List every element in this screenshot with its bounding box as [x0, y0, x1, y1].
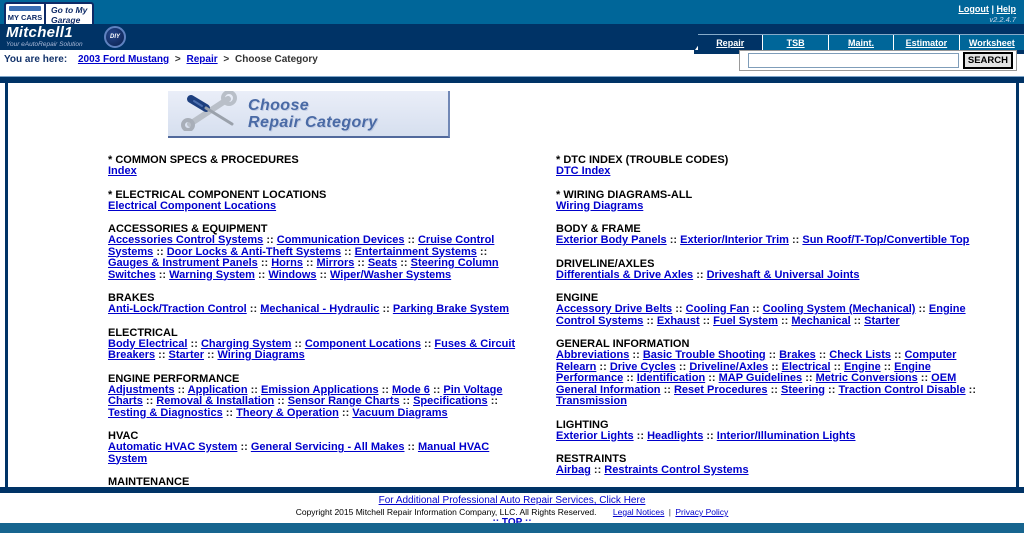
category-link[interactable]: MAP Guidelines [718, 372, 803, 384]
link-separator: :: [487, 395, 499, 407]
tab-worksheet[interactable]: Worksheet [959, 35, 1024, 50]
link-separator: :: [247, 383, 261, 396]
category-heading: BRAKES [108, 292, 155, 304]
link-separator: :: [666, 234, 681, 246]
category-heading: MAINTENANCE [108, 476, 190, 487]
category-section [556, 259, 981, 282]
category-link[interactable]: Wiring Diagrams [217, 349, 305, 361]
link-separator: :: [155, 268, 170, 281]
content-panel [5, 83, 1019, 487]
category-link[interactable]: Exhaust [656, 314, 700, 327]
category-link[interactable]: Driveline/Axles [689, 360, 769, 373]
link-separator: :: [830, 360, 845, 373]
category-link[interactable]: Charging System [200, 337, 292, 350]
link-separator: :: [767, 383, 781, 396]
category-link[interactable]: Testing & Diagnostics [108, 406, 223, 419]
breadcrumb-separator: > [174, 54, 181, 65]
category-link[interactable]: Reset Procedures [673, 383, 768, 396]
category-link[interactable]: Electrical [781, 360, 831, 373]
link-separator: :: [768, 360, 782, 373]
breadcrumb-separator: > [223, 54, 230, 65]
footer [0, 493, 1024, 523]
category-link[interactable]: Engine Control Systems [556, 303, 966, 327]
category-link[interactable]: Sensor Range Charts [287, 395, 400, 407]
link-separator: :: [590, 464, 605, 476]
category-link[interactable]: Vacuum Diagrams [352, 406, 448, 419]
category-column-left [108, 155, 526, 487]
category-links [556, 350, 981, 408]
link-separator: :: [917, 372, 932, 384]
category-link[interactable]: Basic Trouble Shooting [642, 349, 766, 361]
category-link[interactable]: Electrical Component Locations [108, 199, 277, 212]
category-section [108, 431, 526, 465]
category-links [108, 166, 526, 178]
link-separator: :: [675, 360, 690, 373]
category-heading: ELECTRICAL [108, 326, 178, 339]
category-link[interactable]: Body Electrical [108, 337, 188, 350]
category-link[interactable]: Identification [636, 372, 706, 384]
category-link[interactable]: Windows [268, 268, 317, 281]
category-link[interactable]: Check Lists [829, 349, 892, 361]
breadcrumb [4, 54, 318, 65]
category-link[interactable]: OEM General Information [556, 372, 957, 396]
category-link[interactable]: Door Locks & Anti-Theft Systems [166, 245, 342, 258]
link-separator: :: [672, 303, 686, 315]
link-separator: :: [699, 314, 714, 327]
category-link[interactable]: Parking Brake System [392, 303, 510, 315]
tab-repair[interactable]: Repair [698, 35, 762, 50]
category-links [556, 201, 981, 213]
category-link[interactable]: Steering Column Switches [108, 257, 499, 281]
category-link[interactable]: Cruise Control Systems [108, 234, 495, 258]
category-section [108, 328, 526, 362]
link-separator: :: [404, 441, 418, 453]
category-link[interactable]: Application [187, 383, 248, 396]
category-link[interactable]: Brakes [779, 349, 816, 361]
link-separator: :: [174, 383, 188, 396]
category-heading: HVAC [108, 430, 139, 442]
link-separator: :: [765, 349, 780, 361]
category-link[interactable]: Communication Devices [276, 234, 405, 246]
link-separator: :: [397, 257, 411, 269]
link-separator: :: [777, 314, 792, 327]
category-section [108, 293, 526, 316]
tab-estimator[interactable]: Estimator [893, 35, 958, 50]
link-separator: :: [623, 372, 637, 384]
category-heading: LIGHTING [556, 418, 609, 431]
category-section [556, 420, 981, 443]
category-heading: * COMMON SPECS & PROCEDURES [108, 154, 299, 166]
link-separator: :: [316, 268, 331, 281]
category-link[interactable]: Restraints Control Systems [604, 464, 749, 476]
category-link[interactable]: Anti-Lock/Traction Control [108, 303, 247, 315]
banner-title-line2: Repair Category [248, 113, 378, 131]
category-links [108, 304, 526, 316]
footer-divider: | [668, 507, 671, 517]
link-separator: :: [476, 245, 488, 258]
link-separator: :: [429, 383, 444, 396]
link-separator: :: [815, 349, 830, 361]
link-separator: :: [379, 303, 393, 315]
category-section [108, 477, 526, 487]
link-separator: :: [693, 268, 707, 281]
category-link[interactable]: Metric Conversions [815, 372, 918, 384]
link-separator: :: [378, 383, 393, 396]
category-links [108, 339, 526, 362]
category-link[interactable]: Index [108, 165, 137, 177]
category-link[interactable]: Adjustments [108, 383, 175, 396]
link-separator: :: [660, 383, 674, 396]
category-links [556, 166, 981, 178]
link-separator: :: [915, 303, 929, 315]
brand-band [0, 24, 1024, 50]
version-label: v2.2.4.7 [989, 15, 1016, 24]
link-separator: :: [341, 245, 355, 258]
link-separator: :: [354, 257, 368, 269]
plate-text: MY CARS [7, 13, 43, 22]
top-bar [0, 0, 1024, 24]
category-link[interactable]: Steering [780, 383, 825, 396]
privacy-policy-link[interactable]: Privacy Policy [675, 507, 729, 517]
category-link[interactable]: Removal & Installation [156, 395, 275, 407]
category-heading: GENERAL INFORMATION [556, 338, 690, 350]
link-separator: :: [155, 349, 169, 361]
breadcrumb-row [0, 50, 1024, 76]
bottom-teal-bar [0, 523, 1024, 533]
link-separator: :: [802, 372, 816, 384]
plate-header-strip [9, 6, 41, 11]
link-separator: :: [404, 234, 418, 246]
category-link[interactable]: Pin Voltage Charts [108, 383, 503, 407]
category-section [108, 190, 526, 213]
category-link[interactable]: Exterior Lights [556, 429, 634, 442]
link-separator: :: [633, 429, 648, 442]
category-link[interactable]: Cooling Fan [685, 303, 750, 315]
category-link[interactable]: Airbag [556, 464, 591, 476]
category-link[interactable]: Gauges & Instrument Panels [108, 257, 258, 269]
link-separator: :: [749, 303, 763, 315]
link-separator: :: [629, 349, 643, 361]
link-divider: | [991, 4, 994, 14]
mitchell1-logo [6, 25, 83, 48]
go-to-garage-label: Go to My Garage [51, 5, 88, 25]
category-link[interactable]: Specifications [413, 395, 488, 407]
category-link[interactable]: Differentials & Drive Axles [556, 268, 694, 281]
link-separator: :: [187, 337, 201, 350]
link-separator: :: [153, 245, 167, 258]
category-link[interactable]: Accessories Control Systems [108, 234, 264, 246]
category-link[interactable]: Wiring Diagrams [556, 199, 644, 212]
link-separator: :: [596, 360, 610, 373]
category-link[interactable]: Interior/Illumination Lights [716, 429, 856, 442]
category-link[interactable]: Horns [271, 257, 303, 269]
category-link[interactable]: Theory & Operation [236, 406, 339, 419]
category-columns [8, 138, 1016, 487]
category-link[interactable]: Computer Relearn [556, 349, 957, 373]
category-link[interactable]: Manual HVAC System [108, 441, 490, 465]
breadcrumb-current: Choose Category [235, 54, 318, 65]
category-link[interactable]: Exterior/Interior Trim [680, 234, 789, 246]
link-separator: :: [142, 395, 157, 407]
category-link[interactable]: Mode 6 [392, 383, 430, 396]
link-separator: :: [274, 395, 288, 407]
breadcrumb-vehicle-link[interactable]: 2003 Ford Mustang [77, 54, 170, 65]
additional-services-link[interactable]: For Additional Professional Auto Repair Services, Click Here [378, 495, 646, 506]
search-panel [739, 50, 1017, 71]
category-section [108, 224, 526, 281]
category-link[interactable]: Automatic HVAC System [108, 441, 238, 453]
category-link[interactable]: Mirrors [316, 257, 355, 269]
search-button[interactable]: SEARCH [963, 52, 1013, 69]
category-heading: DRIVELINE/AXLES [556, 257, 655, 270]
category-link[interactable]: Drive Cycles [609, 360, 676, 373]
logout-link[interactable]: Logout [958, 4, 989, 14]
breadcrumb-prefix: You are here: [4, 54, 68, 65]
category-section [556, 339, 981, 408]
link-separator: :: [204, 349, 218, 361]
link-separator: :: [825, 383, 839, 396]
banner-title [248, 97, 378, 131]
link-separator: :: [237, 441, 251, 453]
category-link[interactable]: Mechanical - Hydraulic [260, 303, 380, 315]
link-separator: :: [246, 303, 261, 315]
category-link[interactable]: Headlights [647, 429, 704, 442]
category-heading: RESTRAINTS [556, 453, 627, 465]
category-section [556, 454, 981, 477]
category-link[interactable]: Sun Roof/T-Top/Convertible Top [802, 234, 970, 246]
link-separator: :: [420, 337, 435, 350]
category-link[interactable]: Abbreviations [556, 349, 630, 361]
category-section [556, 190, 981, 213]
category-links [556, 235, 981, 247]
category-link[interactable]: Wiper/Washer Systems [330, 268, 452, 281]
link-separator: :: [705, 372, 719, 384]
category-link[interactable]: Fuses & Circuit Breakers [108, 337, 516, 361]
choose-category-banner [168, 91, 450, 138]
category-section [556, 224, 981, 247]
category-link[interactable]: Entertainment Systems [354, 245, 477, 258]
link-separator: :: [257, 257, 272, 269]
category-column-right [556, 155, 981, 487]
link-separator: :: [788, 234, 803, 246]
breadcrumb-repair-link[interactable]: Repair [186, 54, 218, 65]
category-link[interactable]: Starter [864, 314, 900, 327]
copyright-text: Copyright 2015 Mitchell Repair Information Company, LLC. All Rights Reserved. [295, 507, 597, 517]
link-separator: :: [850, 314, 865, 327]
category-heading: * WIRING DIAGRAMS-ALL [556, 188, 693, 201]
main-tabs [698, 34, 1024, 50]
brand-name: Mitchell1 [6, 24, 73, 41]
tab-tsb[interactable]: TSB [762, 35, 827, 50]
category-heading: ENGINE PERFORMANCE [108, 372, 240, 385]
category-link[interactable]: Driveshaft & Universal Joints [706, 268, 860, 281]
category-heading: ENGINE [556, 292, 599, 304]
link-separator: :: [338, 406, 353, 419]
link-separator: :: [703, 429, 717, 442]
banner-title-line1: Choose [248, 96, 310, 114]
category-heading: * DTC INDEX (TROUBLE CODES) [556, 154, 729, 166]
category-link[interactable]: General Servicing - All Makes [250, 441, 405, 453]
category-links [108, 442, 526, 465]
category-links [108, 385, 526, 420]
brand-tagline: Your eAutoRepair Solution [6, 41, 83, 48]
category-section [108, 374, 526, 420]
category-link[interactable]: Exterior Body Panels [556, 234, 667, 246]
link-separator: :: [965, 383, 976, 396]
category-link[interactable]: Seats [367, 257, 398, 269]
category-section [108, 155, 526, 178]
search-input[interactable] [748, 53, 959, 68]
category-section [556, 155, 981, 178]
category-links [556, 270, 981, 282]
link-separator: :: [222, 406, 237, 419]
session-links [958, 4, 1016, 14]
link-separator: :: [263, 234, 277, 246]
category-link[interactable]: Mechanical [791, 314, 851, 327]
tab-maint[interactable]: Maint. [828, 35, 893, 50]
category-section [556, 293, 981, 327]
diy-badge: DIY [104, 26, 126, 48]
help-link[interactable]: Help [996, 4, 1016, 14]
link-separator: :: [891, 349, 905, 361]
category-heading: * ELECTRICAL COMPONENT LOCATIONS [108, 188, 327, 201]
category-links [108, 201, 526, 213]
category-link[interactable]: Accessory Drive Belts [556, 303, 673, 315]
category-link[interactable]: Component Locations [304, 337, 421, 350]
category-link[interactable]: Transmission [556, 395, 627, 407]
category-link[interactable]: Fuel System [713, 314, 778, 327]
category-link[interactable]: Traction Control Disable [838, 383, 966, 396]
category-links [556, 304, 981, 327]
tools-icon [178, 91, 240, 136]
link-separator: :: [303, 257, 317, 269]
link-separator: :: [643, 314, 657, 327]
category-heading: BODY & FRAME [556, 223, 641, 235]
link-separator: :: [399, 395, 414, 407]
category-links [556, 465, 981, 477]
category-link[interactable]: Starter [168, 349, 205, 361]
category-link[interactable]: Engine Performance [556, 360, 931, 384]
category-links [556, 431, 981, 443]
category-link[interactable]: Emission Applications [261, 383, 379, 396]
category-link[interactable]: Warning System [169, 268, 255, 281]
legal-notices-link[interactable]: Legal Notices [612, 507, 665, 517]
link-separator: :: [254, 268, 269, 281]
category-links [108, 235, 526, 281]
link-separator: :: [880, 360, 895, 373]
link-separator: :: [291, 337, 305, 350]
category-link[interactable]: DTC Index [556, 165, 611, 177]
category-link[interactable]: Engine [844, 360, 881, 373]
category-link[interactable]: Cooling System (Mechanical) [762, 303, 916, 315]
category-heading: ACCESSORIES & EQUIPMENT [108, 223, 268, 235]
